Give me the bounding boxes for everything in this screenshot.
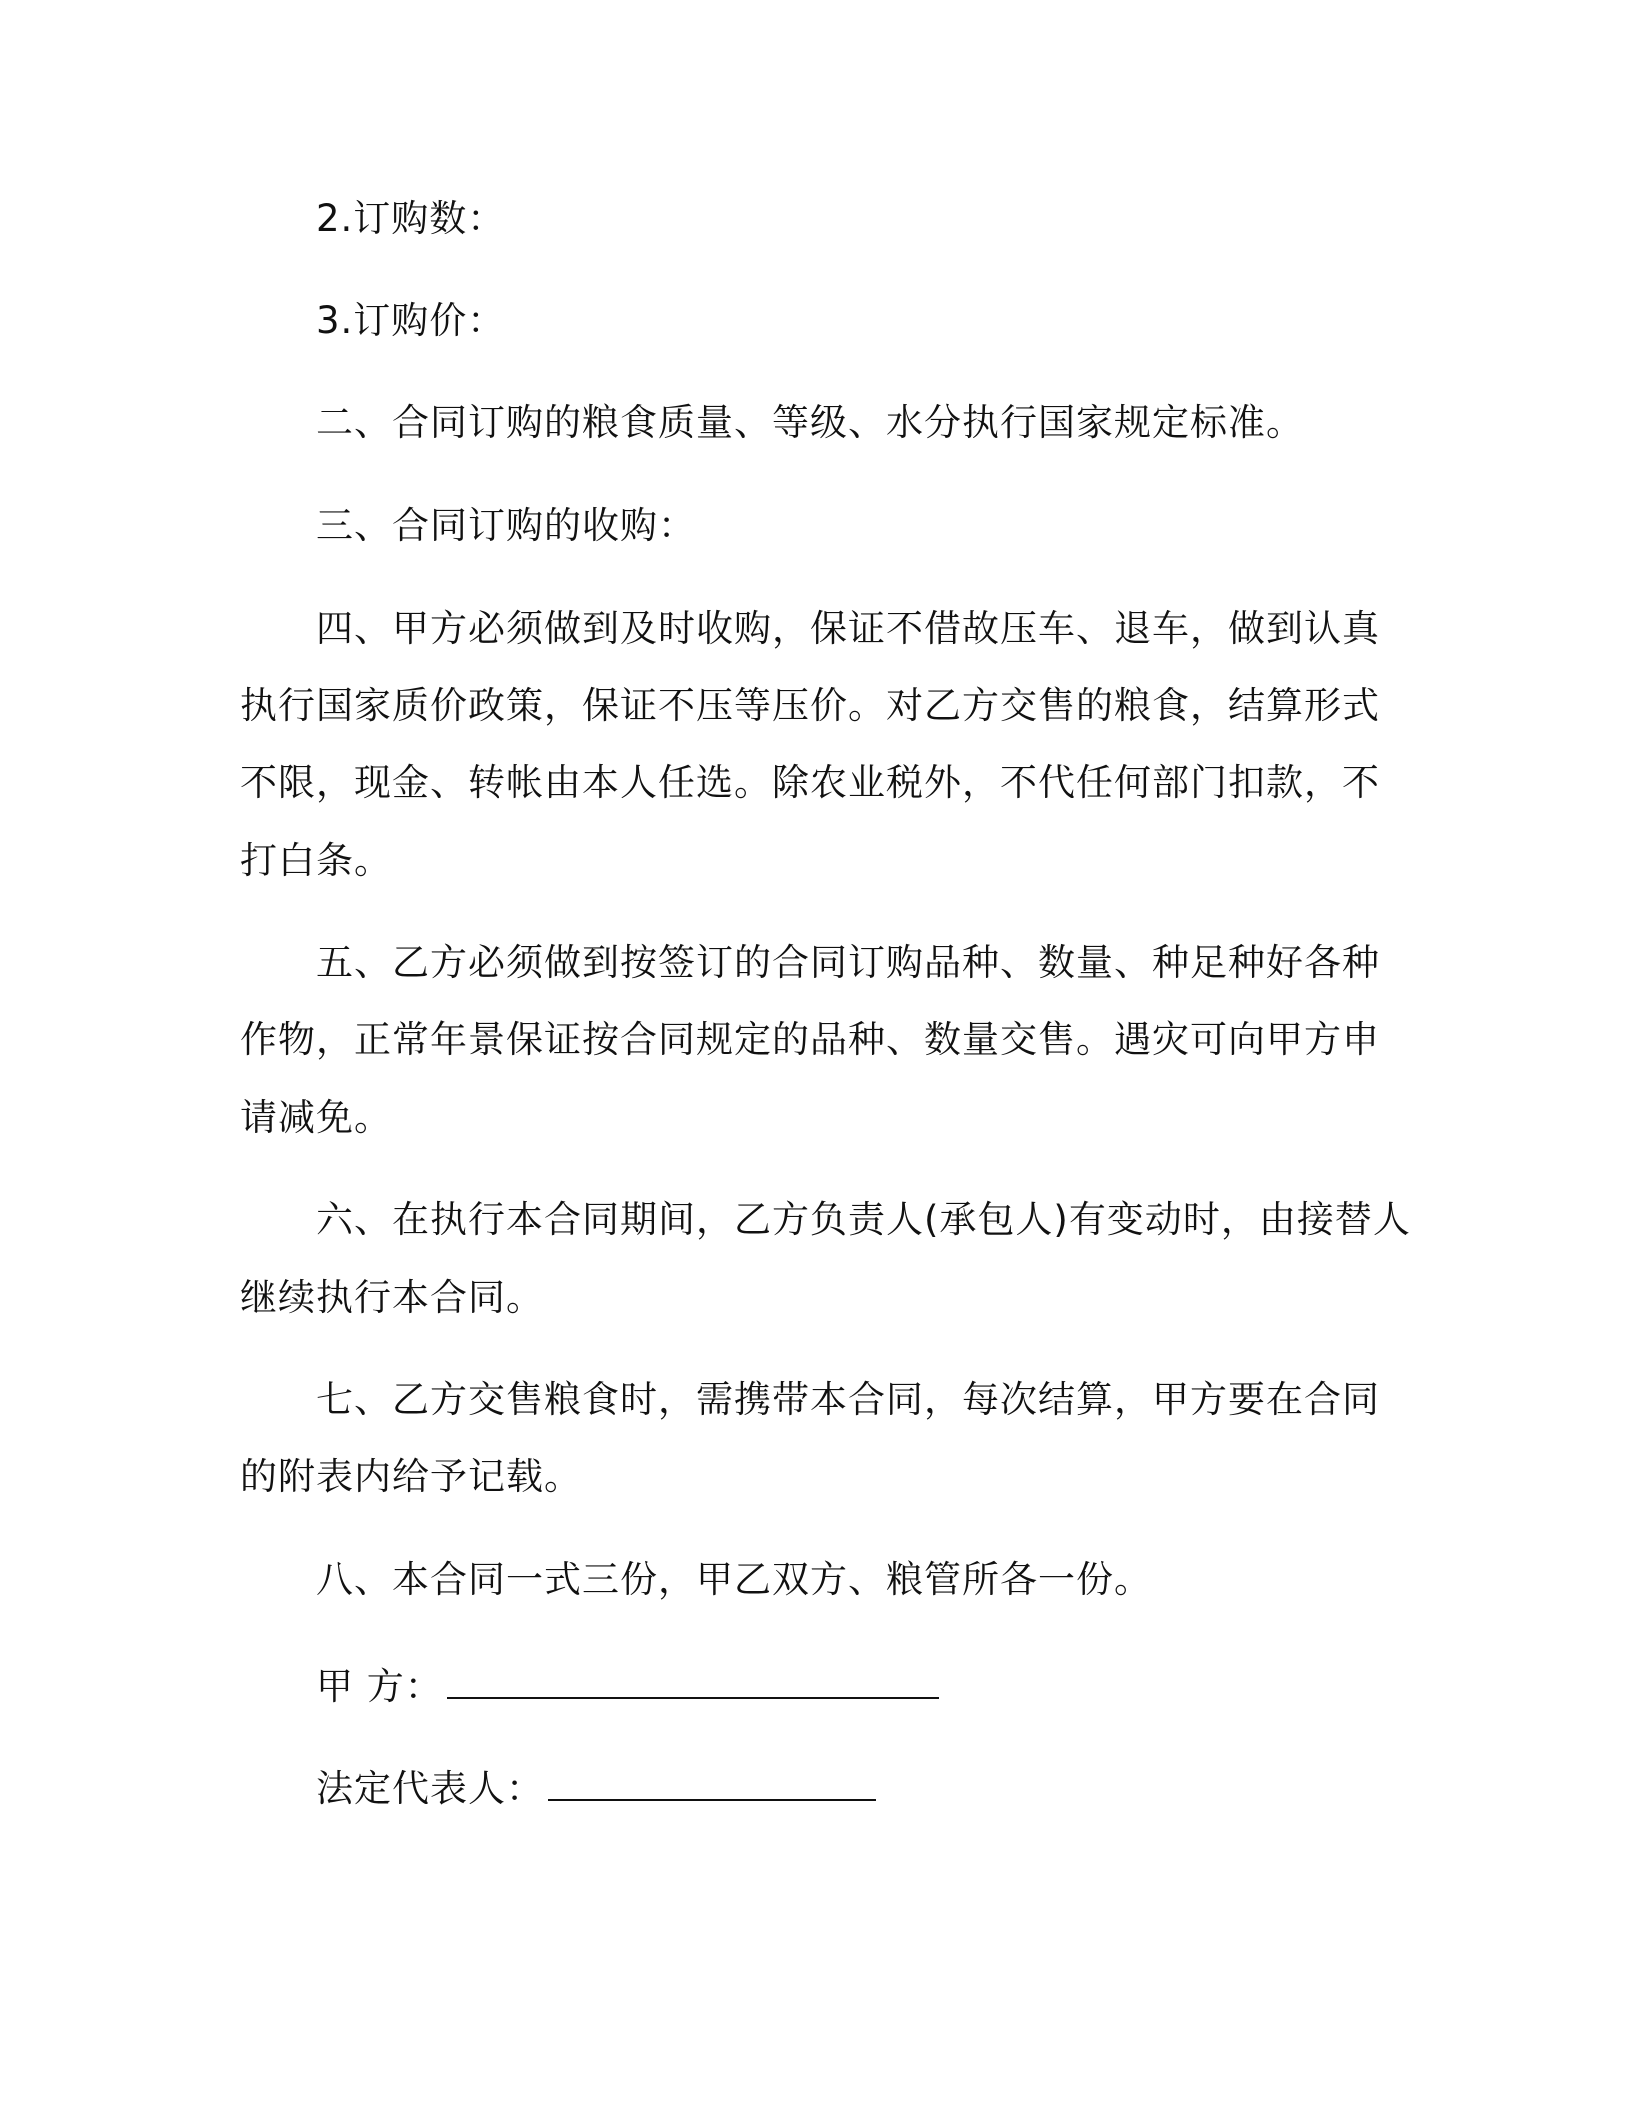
clause-8: 八、本合同一式三份，甲乙双方、粮管所各一份。 [316, 1558, 1152, 1601]
party-a-blank-line[interactable] [447, 1657, 939, 1699]
clause-4-line-4: 打白条。 [240, 839, 392, 882]
clause-6-line-1: 六、在执行本合同期间，乙方负责人(承包人)有变动时，由接替人 [316, 1198, 1411, 1241]
party-a-signature-row [316, 1657, 939, 1713]
clause-purchase: 三、合同订购的收购： [316, 504, 696, 547]
legal-rep-blank-line[interactable] [548, 1759, 876, 1801]
clause-4-line-2: 执行国家质价政策，保证不压等压价。对乙方交售的粮食，结算形式 [240, 684, 1380, 727]
clause-quality-standard: 二、合同订购的粮食质量、等级、水分执行国家规定标准。 [316, 401, 1304, 444]
clause-5-line-2: 作物，正常年景保证按合同规定的品种、数量交售。遇灾可向甲方申 [240, 1018, 1380, 1061]
clause-7-line-2: 的附表内给予记载。 [240, 1455, 582, 1498]
clause-5-line-3: 请减免。 [240, 1096, 392, 1139]
clause-4-line-1: 四、甲方必须做到及时收购，保证不借故压车、退车，做到认真 [316, 607, 1380, 650]
clause-7-line-1: 七、乙方交售粮食时，需携带本合同，每次结算，甲方要在合同 [316, 1378, 1380, 1421]
clause-4-line-3: 不限，现金、转帐由本人任选。除农业税外，不代任何部门扣款，不 [240, 761, 1380, 804]
item-order-price: 3.订购价： [316, 299, 506, 342]
item-order-quantity: 2.订购数： [316, 197, 506, 240]
legal-rep-signature-row [316, 1759, 876, 1815]
clause-5-line-1: 五、乙方必须做到按签订的合同订购品种、数量、种足种好各种 [316, 941, 1380, 984]
legal-rep-label: 法定代表人： [316, 1767, 544, 1810]
clause-6-line-2: 继续执行本合同。 [240, 1276, 544, 1319]
party-a-label: 甲 方： [316, 1665, 443, 1708]
